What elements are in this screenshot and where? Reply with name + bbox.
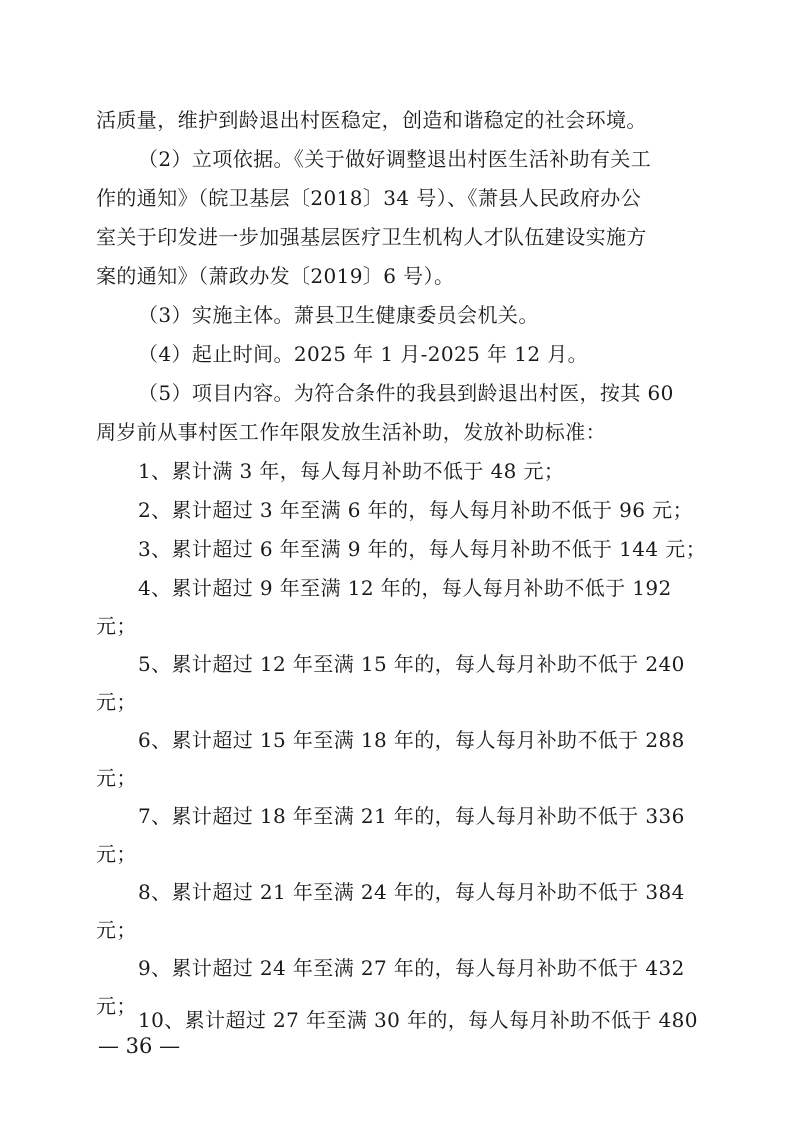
- text-line: 活质量，维护到龄退出村医稳定，创造和谐稳定的社会环境。: [96, 108, 647, 132]
- text-line: 元；: [96, 690, 137, 714]
- text-line: （4）起止时间。2025 年 1 月-2025 年 12 月。: [138, 342, 588, 366]
- text-line: 7、累计超过 18 年至满 21 年的，每人每月补助不低于 336: [138, 804, 685, 828]
- text-line: 8、累计超过 21 年至满 24 年的，每人每月补助不低于 384: [138, 880, 685, 904]
- text-line: 9、累计超过 24 年至满 27 年的，每人每月补助不低于 432: [138, 956, 685, 980]
- text-line: 周岁前从事村医工作年限发放生活补助，发放补助标准：: [96, 420, 606, 444]
- text-line: 1、累计满 3 年，每人每月补助不低于 48 元；: [138, 459, 565, 483]
- text-line: （3）实施主体。萧县卫生健康委员会机关。: [138, 303, 539, 327]
- text-line: 6、累计超过 15 年至满 18 年的，每人每月补助不低于 288: [138, 728, 685, 752]
- text-line: 5、累计超过 12 年至满 15 年的，每人每月补助不低于 240: [138, 652, 685, 676]
- text-line: 3、累计超过 6 年至满 9 年的，每人每月补助不低于 144 元；: [138, 537, 707, 561]
- text-line: （5）项目内容。为符合条件的我县到龄退出村医，按其 60: [138, 381, 674, 405]
- text-line: 案的通知》（萧政办发〔2019〕6 号）。: [96, 264, 455, 288]
- text-line: 作的通知》（皖卫基层〔2018〕34 号）、《萧县人民政府办公: [96, 186, 642, 210]
- text-line: 4、累计超过 9 年至满 12 年的，每人每月补助不低于 192: [138, 576, 672, 600]
- text-line: 元；: [96, 766, 137, 790]
- text-line: 10、累计超过 27 年至满 30 年的，每人每月补助不低于 480: [138, 1008, 698, 1032]
- text-line: 2、累计超过 3 年至满 6 年的，每人每月补助不低于 96 元；: [138, 498, 693, 522]
- text-line: 元；: [96, 918, 137, 942]
- text-line: 元；: [96, 842, 137, 866]
- text-line: 元；: [96, 614, 137, 638]
- text-line: 元；: [96, 994, 137, 1018]
- text-line: （2）立项依据。《关于做好调整退出村医生活补助有关工: [138, 147, 652, 171]
- page-number: — 36 —: [98, 1034, 181, 1058]
- text-line: 室关于印发进一步加强基层医疗卫生机构人才队伍建设实施方: [96, 225, 647, 249]
